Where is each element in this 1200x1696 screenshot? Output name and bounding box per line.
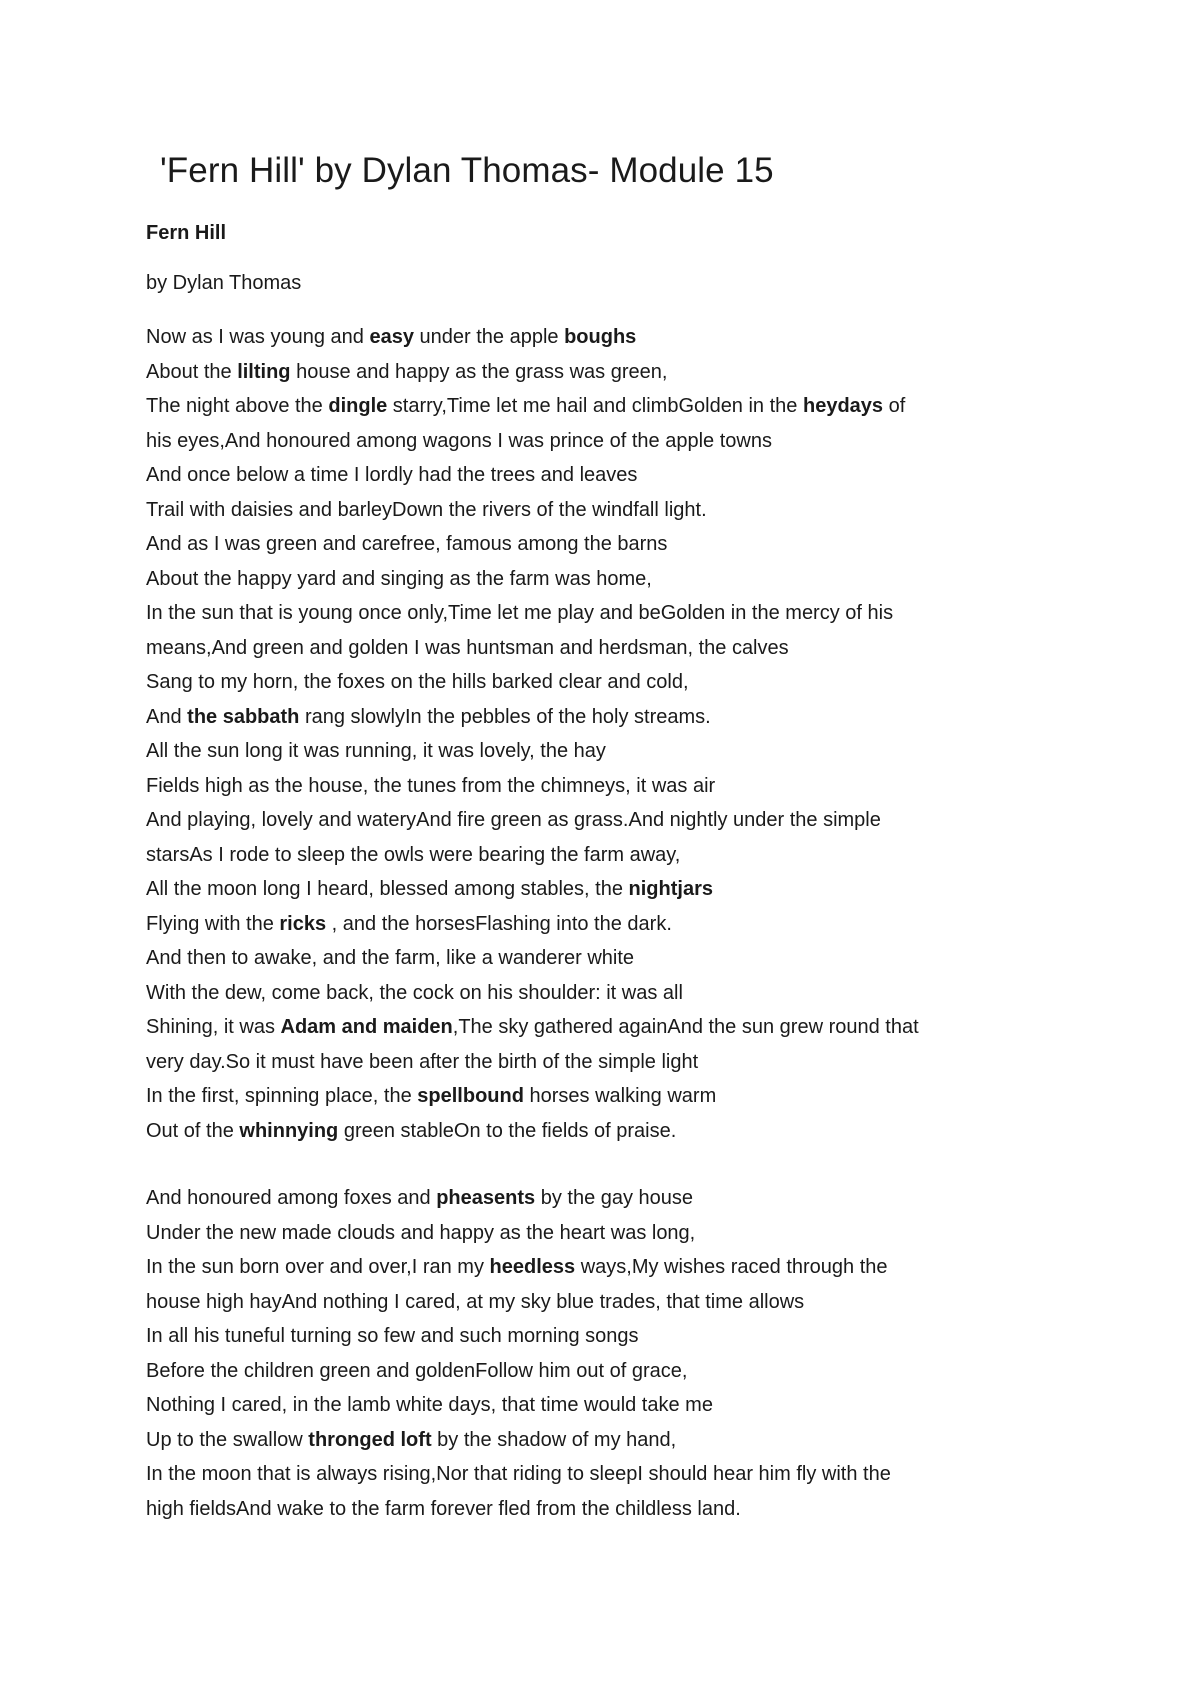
- poem-bold-word: heydays: [802, 395, 884, 417]
- poem-line: [146, 1457, 1066, 1492]
- poem-text: by the shadow of my hand,: [431, 1428, 677, 1451]
- poem-bold-word: whinnying: [239, 1119, 339, 1142]
- poem-text: by the gay house: [535, 1187, 694, 1209]
- poem-bold-word: nightjars: [628, 878, 713, 900]
- poem-text: About the happy yard and singing as the farm was home,: [146, 567, 652, 590]
- poem-text: With the dew, come back, the cock on his shoulder: it was all: [146, 981, 683, 1004]
- poem-text: his eyes,And honoured among wagons I was prince of the apple towns: [146, 429, 772, 452]
- poem-line: [146, 1354, 1066, 1389]
- poem-line: [146, 631, 1066, 666]
- poem-text: Trail with daisies and barleyDown the rivers of the windfall light.: [146, 498, 707, 521]
- poem-text: The night above the: [146, 395, 329, 417]
- poem-bold-word: easy: [369, 326, 414, 348]
- poem-line: [146, 700, 1066, 735]
- poem-text: means,And green and golden I was huntsman and herdsman, the calves: [146, 636, 789, 659]
- poem-bold-word: dingle: [328, 395, 388, 417]
- poem-line: [146, 389, 1066, 424]
- poem-line: [146, 1114, 1066, 1149]
- poem-text: All the moon long I heard, blessed among stables, the: [146, 878, 629, 900]
- poem-text: All the sun long it was running, it was lovely, the hay: [146, 740, 606, 762]
- poem-line: [146, 665, 1066, 700]
- poem-text: of: [883, 395, 906, 417]
- poem-text: And as I was green and carefree, famous among the barns: [146, 533, 668, 555]
- poem-text: About the: [146, 360, 238, 383]
- poem-bold-word: heedless: [489, 1256, 576, 1278]
- poem-line: [146, 424, 1066, 459]
- poem-text: green stableOn to the fields of praise.: [338, 1119, 677, 1142]
- poem-bold-word: the sabbath: [187, 705, 300, 728]
- poem-text: In the moon that is always rising,Nor that riding to sleepI should hear him fly with the: [146, 1463, 891, 1485]
- poem-text: Shining, it was: [146, 1016, 281, 1038]
- poem-text: And playing, lovely and wateryAnd fire green as grass.And nightly under the simple: [146, 809, 881, 831]
- poem-text: And honoured among foxes and: [146, 1187, 437, 1209]
- poem-text: Before the children green and goldenFollow him out of grace,: [146, 1359, 688, 1382]
- poem-text: In the sun born over and over,I ran my: [146, 1256, 490, 1278]
- poem-line: [146, 976, 1066, 1011]
- poem-text: house and happy as the grass was green,: [290, 360, 668, 383]
- poem-text: Now as I was young and: [146, 326, 370, 348]
- poem-line: [146, 941, 1066, 976]
- poem-bold-word: ricks: [279, 912, 327, 935]
- poem-bold-word: lilting: [237, 360, 291, 383]
- document-heading: 'Fern Hill' by Dylan Thomas- Module 15: [160, 151, 774, 190]
- poem-text: In the sun that is young once only,Time let me play and beGolden in the mercy of his: [146, 602, 894, 624]
- poem-line: [146, 493, 1066, 528]
- poem-bold-word: spellbound: [417, 1085, 524, 1107]
- poem-line: [146, 355, 1066, 390]
- poem-line: [146, 320, 1066, 355]
- poem-text: Out of the: [146, 1119, 240, 1142]
- poem-text: Up to the swallow: [146, 1428, 309, 1451]
- poem-text: starsAs I rode to sleep the owls were bearing the farm away,: [146, 843, 681, 866]
- poem-line: [146, 1319, 1066, 1354]
- poem-line: [146, 1181, 1066, 1216]
- poem-title: Fern Hill: [146, 222, 227, 244]
- poem-line: [146, 562, 1066, 597]
- poem-line: [146, 596, 1066, 631]
- poem-line: [146, 1423, 1066, 1458]
- poem-line: [146, 1079, 1066, 1114]
- poem-line: [146, 803, 1066, 838]
- poem-text: Under the new made clouds and happy as the heart was long,: [146, 1221, 696, 1244]
- poem-text: starry,Time let me hail and climbGolden in the: [387, 395, 803, 417]
- poem-byline: by Dylan Thomas: [146, 272, 302, 294]
- poem-text: Nothing I cared, in the lamb white days, that time would take me: [146, 1394, 713, 1416]
- poem-line: [146, 1388, 1066, 1423]
- poem-line: [146, 1045, 1066, 1080]
- poem-text: ,The sky gathered againAnd the sun grew round that: [452, 1016, 919, 1038]
- poem-text: Sang to my horn, the foxes on the hills barked clear and cold,: [146, 671, 689, 693]
- poem-bold-word: thronged loft: [308, 1428, 432, 1451]
- poem-text: Flying with the: [146, 912, 280, 935]
- poem-line: [146, 1492, 1066, 1527]
- poem-bold-word: pheasents: [436, 1187, 536, 1209]
- poem-line: [146, 872, 1066, 907]
- poem-line: [146, 458, 1066, 493]
- poem-text: In all his tuneful turning so few and such morning songs: [146, 1325, 639, 1347]
- poem-line: [146, 1250, 1066, 1285]
- poem-line: [146, 734, 1066, 769]
- poem-text: under the apple: [413, 326, 565, 348]
- poem-line: [146, 769, 1066, 804]
- poem-text: high fieldsAnd wake to the farm forever fled from the childless land.: [146, 1497, 741, 1520]
- poem-stanza-2: [146, 1181, 1066, 1526]
- poem-line: [146, 1285, 1066, 1320]
- poem-text: And: [146, 705, 188, 728]
- poem-text: horses walking warm: [523, 1085, 717, 1107]
- poem-line: [146, 527, 1066, 562]
- poem-line: [146, 907, 1066, 942]
- poem-text: Fields high as the house, the tunes from the chimneys, it was air: [146, 774, 716, 797]
- poem-bold-word: Adam and maiden: [280, 1016, 453, 1038]
- poem-bold-word: boughs: [564, 326, 637, 348]
- poem-stanza-1: [146, 320, 1066, 1148]
- poem-text: rang slowlyIn the pebbles of the holy streams.: [299, 705, 711, 728]
- poem-line: [146, 1216, 1066, 1251]
- poem-line: [146, 1010, 1066, 1045]
- poem-text: very day.So it must have been after the birth of the simple light: [146, 1050, 699, 1073]
- poem-text: In the first, spinning place, the: [146, 1085, 418, 1107]
- poem-text: And then to awake, and the farm, like a wanderer white: [146, 947, 635, 969]
- poem-line: [146, 838, 1066, 873]
- poem-text: ways,My wishes raced through the: [575, 1256, 888, 1278]
- poem-text: And once below a time I lordly had the trees and leaves: [146, 464, 638, 486]
- poem-text: , and the horsesFlashing into the dark.: [326, 912, 672, 935]
- poem-text: house high hayAnd nothing I cared, at my sky blue trades, that time allows: [146, 1290, 805, 1313]
